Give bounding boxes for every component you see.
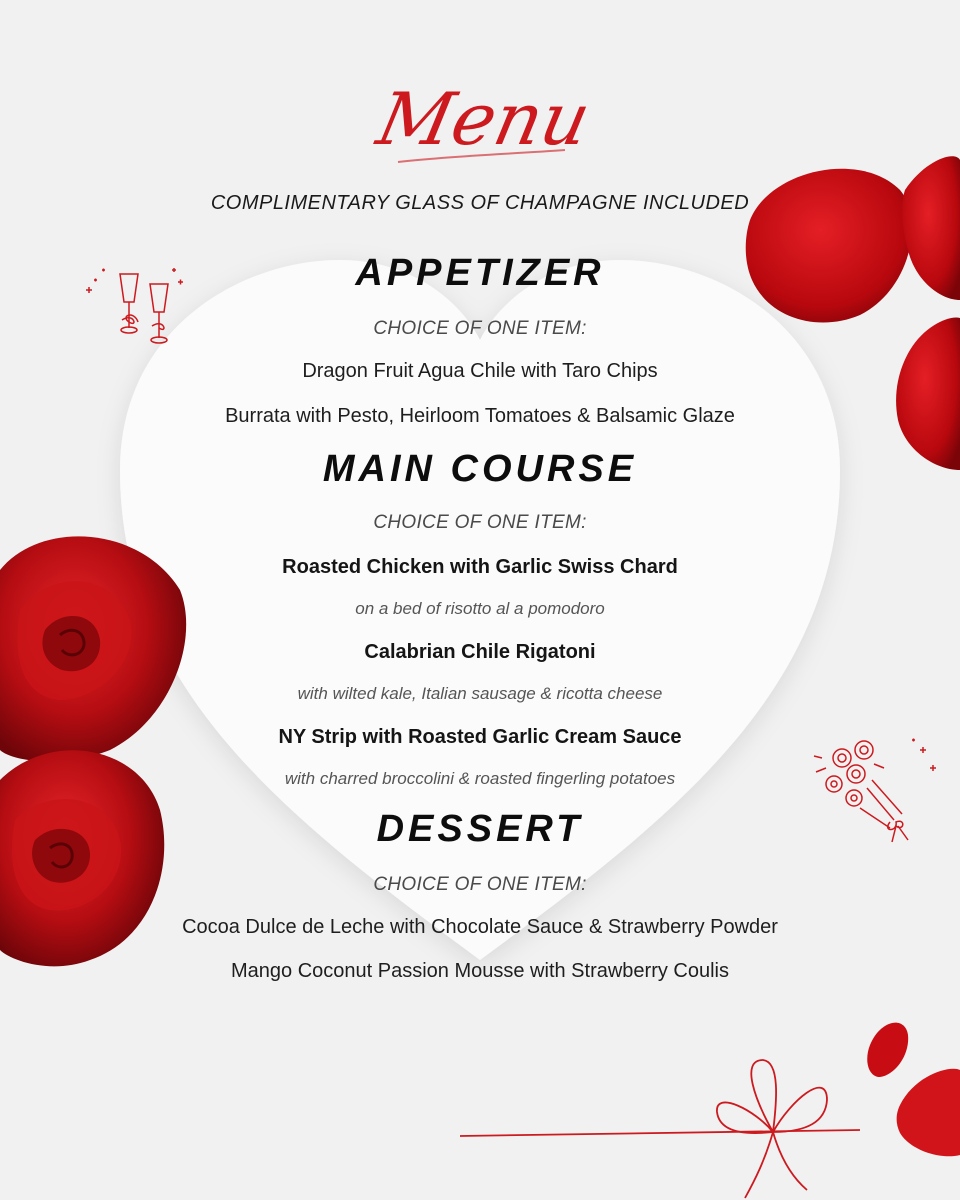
main-course-choice: CHOICE OF ONE ITEM: <box>373 512 587 533</box>
main-course-item: Calabrian Chile Rigatoni <box>364 641 596 663</box>
rose-petal-icon <box>740 150 960 480</box>
appetizer-item: Burrata with Pesto, Heirloom Tomatoes & Balsamic Glaze <box>225 405 735 427</box>
subtitle: COMPLIMENTARY GLASS OF CHAMPAGNE INCLUDED <box>210 192 750 214</box>
menu-title <box>360 72 600 182</box>
ribbon-bow-icon <box>455 1050 865 1200</box>
main-course-item-desc: on a bed of risotto al a pomodoro <box>355 599 605 618</box>
dessert-item: Cocoa Dulce de Leche with Chocolate Sauce & Strawberry Powder <box>182 916 778 938</box>
appetizer-choice: CHOICE OF ONE ITEM: <box>373 318 587 339</box>
appetizer-item: Dragon Fruit Agua Chile with Taro Chips <box>302 360 658 382</box>
champagne-glasses-icon <box>72 262 187 352</box>
dessert-choice: CHOICE OF ONE ITEM: <box>373 874 587 895</box>
main-course-item-desc: with wilted kale, Italian sausage & ricotta cheese <box>297 684 663 703</box>
main-course-heading: MAIN COURSE <box>322 448 638 490</box>
appetizer-heading: APPETIZER <box>355 252 605 294</box>
rose-petal-icon <box>860 1015 960 1160</box>
main-course-item: NY Strip with Roasted Garlic Cream Sauce <box>278 726 682 748</box>
dessert-heading: DESSERT <box>376 808 584 850</box>
red-rose-icon <box>0 530 200 990</box>
rose-bouquet-icon <box>812 728 952 848</box>
menu-title-text: Menu <box>370 77 598 162</box>
main-course-item: Roasted Chicken with Garlic Swiss Chard <box>282 556 678 578</box>
dessert-item: Mango Coconut Passion Mousse with Strawberry Coulis <box>231 960 729 982</box>
main-course-item-desc: with charred broccolini & roasted fingerling potatoes <box>284 769 676 788</box>
